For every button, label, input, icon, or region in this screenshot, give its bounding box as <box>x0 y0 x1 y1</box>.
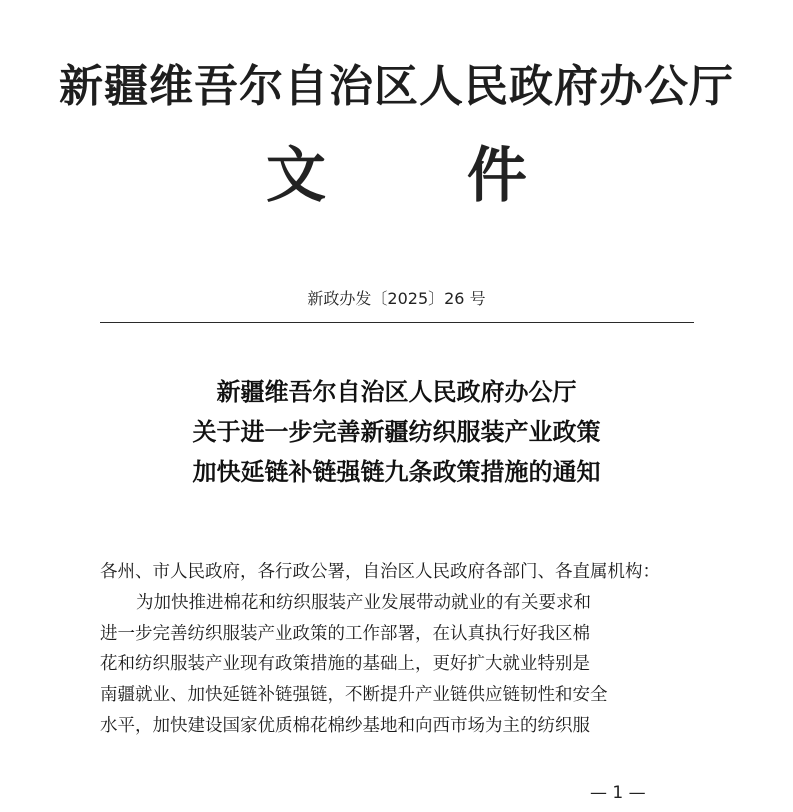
issuing-authority-header: 新疆维吾尔自治区人民政府办公厅 <box>59 61 734 112</box>
document-type-header: 文 件 <box>266 141 587 211</box>
body-line: 进一步完善纺织服装产业政策的工作部署，在认真执行好我区棉 <box>100 623 590 644</box>
header-divider <box>100 322 694 323</box>
title-line: 关于进一步完善新疆纺织服装产业政策 <box>192 418 601 446</box>
document-number: 新政办发〔2025〕26 号 <box>307 289 486 308</box>
document-title <box>0 372 793 492</box>
document-body <box>100 557 700 742</box>
title-line: 加快延链补链强链九条政策措施的通知 <box>192 458 601 486</box>
body-line: 花和纺织服装产业现有政策措施的基础上，更好扩大就业特别是 <box>100 654 590 675</box>
page-number: — 1 — <box>590 783 646 803</box>
body-line: 水平，加快建设国家优质棉花棉纱基地和向西市场为主的纺织服 <box>100 715 590 736</box>
title-line: 新疆维吾尔自治区人民政府办公厅 <box>216 378 577 406</box>
body-line: 南疆就业、加快延链补链强链，不断提升产业链供应链韧性和安全 <box>100 685 608 706</box>
body-line: 为加快推进棉花和纺织服装产业发展带动就业的有关要求和 <box>136 592 591 613</box>
salutation: 各州、市人民政府，各行政公署，自治区人民政府各部门、各直属机构： <box>100 562 660 582</box>
